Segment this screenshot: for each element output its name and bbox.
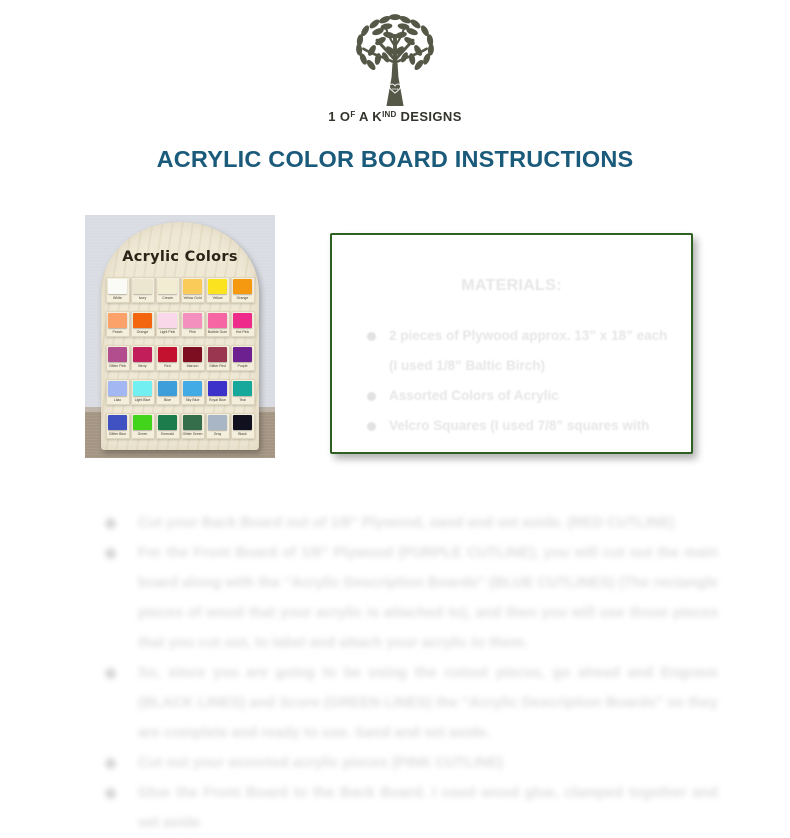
swatch-color <box>208 347 227 362</box>
swatch-tile <box>106 311 130 337</box>
swatch-label: Glitter Red <box>209 364 226 368</box>
swatch-tile <box>156 311 180 337</box>
swatch-tile <box>206 345 230 371</box>
swatch-label: Maroon <box>186 364 199 368</box>
swatch-tile <box>106 345 130 371</box>
swatch-label: Black <box>238 432 247 436</box>
tree-logo-icon <box>352 12 438 106</box>
swatch-tile <box>206 277 230 303</box>
swatch-label: Purple <box>237 364 248 368</box>
swatch-color <box>108 381 127 396</box>
swatch-color <box>108 415 127 430</box>
swatch-tile <box>156 277 180 303</box>
swatch-tile <box>231 345 255 371</box>
svg-text:1OAK: 1OAK <box>391 88 399 92</box>
materials-title: MATERIALS: <box>461 277 562 294</box>
swatch-color <box>108 279 127 294</box>
swatch-tile <box>131 277 155 303</box>
swatch-label: Glitter Blue <box>108 432 127 436</box>
instruction-item: Cut your Back Board out of 1/8” Plywood, sand and set aside. (RED CUTLINE) <box>105 508 718 538</box>
materials-box <box>330 233 693 454</box>
swatch-tile <box>181 413 205 439</box>
swatch-tile <box>106 277 130 303</box>
swatch-tile <box>156 413 180 439</box>
swatch-label: Yellow <box>212 296 223 300</box>
swatch-label: Orange <box>236 296 249 300</box>
swatch-color <box>108 347 127 362</box>
page-title: ACRYLIC COLOR BOARD INSTRUCTIONS <box>156 146 634 172</box>
swatch-tile <box>131 311 155 337</box>
swatch-color <box>158 381 177 396</box>
swatch-color <box>208 415 227 430</box>
swatch-tile <box>131 379 155 405</box>
swatch-color <box>183 279 202 294</box>
swatch-label: Light Blue <box>134 398 151 402</box>
swatch-label: Yellow Gold <box>183 296 202 300</box>
swatch-tile <box>156 379 180 405</box>
swatch-tile <box>131 413 155 439</box>
main-content <box>85 215 790 458</box>
swatch-tile <box>106 379 130 405</box>
swatch-tile <box>231 413 255 439</box>
instruction-item: Cut out your assorted acrylic pieces (PINK CUTLINE) <box>105 748 718 778</box>
swatch-label: Cream <box>162 296 173 300</box>
swatch-color <box>158 313 177 328</box>
instructions-list <box>105 508 718 838</box>
swatch-label: Gray <box>213 432 222 436</box>
brand-name: 1 $O^F$ A $K^{IND}$ DESIGNS <box>328 109 462 124</box>
swatch-label: Royal Blue <box>209 398 226 402</box>
swatch-tile <box>181 345 205 371</box>
swatch-label: Ivory <box>138 296 147 300</box>
swatch-tile <box>206 311 230 337</box>
swatch-label: Sky Blue <box>185 398 200 402</box>
swatch-tile <box>181 277 205 303</box>
swatch-label: Pink <box>189 330 196 334</box>
logo <box>0 0 790 124</box>
swatch-color <box>208 381 227 396</box>
swatch-label: Hot Pink <box>235 330 250 334</box>
swatch-color <box>233 415 252 430</box>
swatch-color <box>158 279 177 294</box>
materials-list <box>332 321 691 441</box>
swatch-tile <box>181 311 205 337</box>
swatch-color <box>208 313 227 328</box>
swatch-color <box>133 313 152 328</box>
swatch-tile <box>181 379 205 405</box>
materials-item: Velcro Squares (I used 7/8” squares with <box>367 411 679 441</box>
swatch-tile <box>131 345 155 371</box>
swatch-color <box>158 347 177 362</box>
swatch-label: Berry <box>138 364 147 368</box>
swatch-tile <box>231 277 255 303</box>
swatch-label: Orange <box>136 330 149 334</box>
swatch-color <box>158 415 177 430</box>
swatch-color <box>233 313 252 328</box>
swatch-color <box>183 347 202 362</box>
swatch-tile <box>231 379 255 405</box>
swatch-label: Bubble Gum <box>207 330 228 334</box>
swatch-color <box>183 381 202 396</box>
swatch-color <box>133 415 152 430</box>
swatch-grid <box>101 277 259 439</box>
swatch-color <box>183 313 202 328</box>
swatch-color <box>183 415 202 430</box>
instruction-item: For the Front Board of 1/8” Plywood (PURPLE CUTLINE), you will cut out the main board along with the “Acrylic Description Boards” (BLUE CUTLINES) (The rectangle pieces of wood that your acrylic is attached to), and then you will use those pieces that you cut out, to label and attach your acrylic to them. <box>105 538 718 658</box>
swatch-label: Green <box>137 432 148 436</box>
swatch-label: Lilac <box>113 398 122 402</box>
swatch-tile <box>206 379 230 405</box>
swatch-color <box>233 279 252 294</box>
swatch-tile <box>206 413 230 439</box>
board-title: Acrylic Colors <box>122 249 238 265</box>
swatch-color <box>208 279 227 294</box>
instruction-item: So, since you are going to be using the cutout pieces, go ahead and Engrave (BLACK LINES) and Score (GREEN LINES) the “Acrylic Description Boards” so they are complete and ready to use. Sand and set aside. <box>105 658 718 748</box>
swatch-tile <box>156 345 180 371</box>
swatch-label: Emerald <box>160 432 175 436</box>
swatch-label: Peach <box>112 330 123 334</box>
instruction-item: Glue the Front Board to the Back Board. I used wood glue, clamped together and set aside <box>105 778 718 838</box>
swatch-color <box>133 279 152 294</box>
swatch-tile <box>231 311 255 337</box>
acrylic-color-board <box>101 222 259 450</box>
materials-item: Assorted Colors of Acrylic <box>367 381 679 411</box>
swatch-label: Teal <box>239 398 246 402</box>
swatch-label: Blue <box>163 398 171 402</box>
product-photo <box>85 215 275 458</box>
swatch-color <box>133 347 152 362</box>
swatch-label: Red <box>164 364 171 368</box>
materials-item: 2 pieces of Plywood approx. 13” x 18” each (I used 1/8” Baltic Birch) <box>367 321 679 381</box>
swatch-label: Light Pink <box>159 330 176 334</box>
swatch-label: Glitter Pink <box>108 364 127 368</box>
swatch-label: White <box>113 296 122 300</box>
swatch-color <box>233 381 252 396</box>
swatch-label: Glitter Green <box>182 432 203 436</box>
swatch-color <box>108 313 127 328</box>
swatch-tile <box>106 413 130 439</box>
swatch-color <box>233 347 252 362</box>
swatch-color <box>133 381 152 396</box>
